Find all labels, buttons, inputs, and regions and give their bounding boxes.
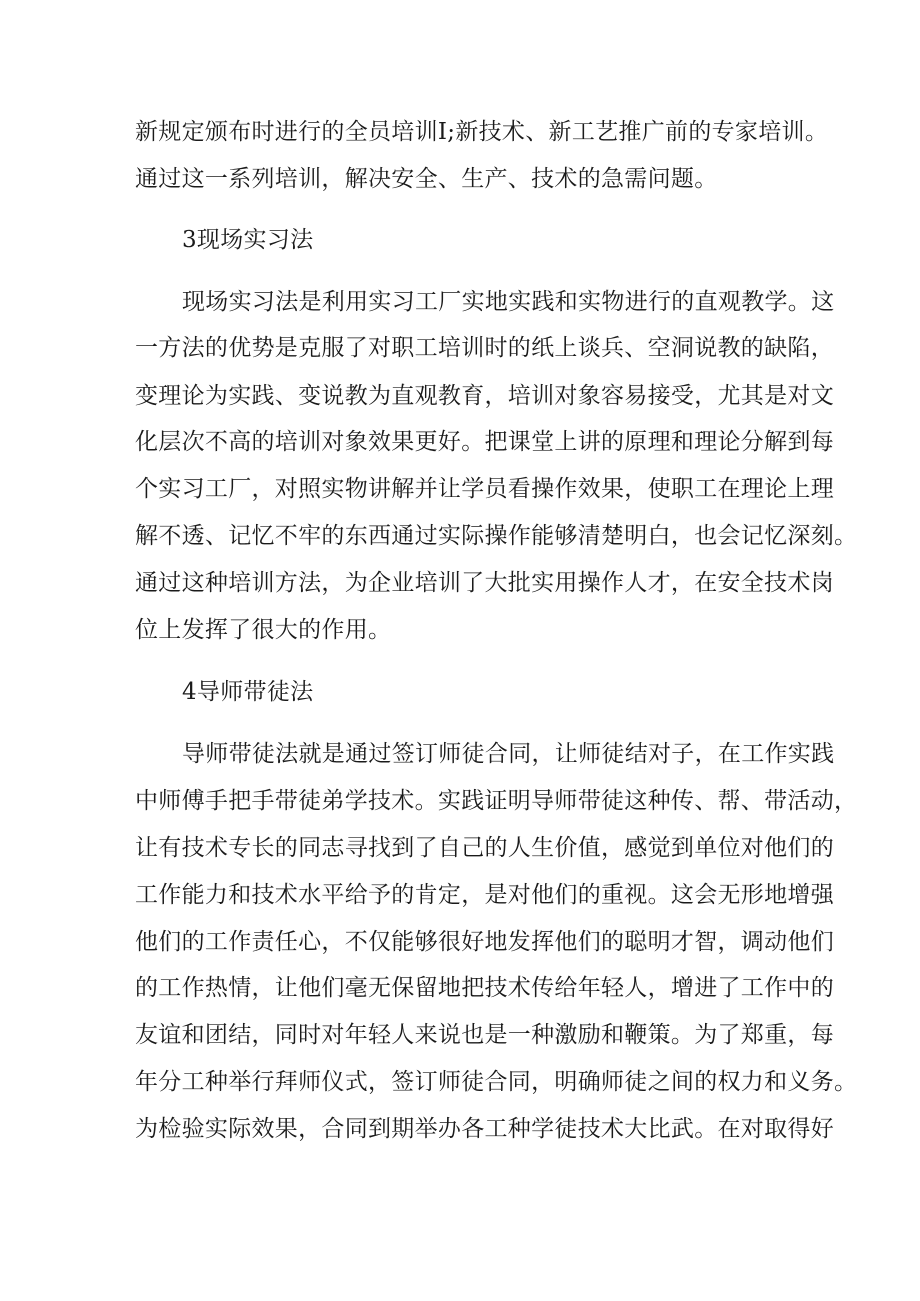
text-line: 导师带徒法就是通过签订师徒合同，让师徒结对子，在工作实践 — [182, 741, 835, 767]
text-line: 解不透、记忆不牢的东西通过实际操作能够清楚明白，也会记忆深刻。 — [135, 523, 858, 549]
text-line: 中师傅手把手带徒弟学技术。实践证明导师带徒这种传、帮、带活动， — [135, 788, 858, 814]
text-line: 个实习工厂，对照实物讲解并让学员看操作效果，使职工在理论上理 — [135, 476, 834, 502]
text-line: 年分工种举行拜师仪式，签订师徒合同，明确师徒之间的权力和义务。 — [135, 1069, 858, 1095]
text-line: 化层次不高的培训对象效果更好。把课堂上讲的原理和理论分解到每 — [135, 429, 834, 455]
text-line: 他们的工作责任心，不仅能够很好地发挥他们的聪明才智，调动他们 — [135, 929, 834, 955]
text-line: 为检验实际效果，合同到期举办各工种学徒技术大比武。在对取得好 — [135, 1116, 834, 1142]
text-line: 现场实习法是利用实习工厂实地实践和实物进行的直观教学。这 — [182, 289, 835, 315]
section-heading: 4导师带徒法 — [182, 679, 314, 705]
text-line: 一方法的优势是克服了对职工培训时的纸上谈兵、空洞说教的缺陷， — [135, 335, 834, 361]
text-line: 的工作热情，让他们毫无保留地把技术传给年轻人，增进了工作中的 — [135, 975, 834, 1001]
text-line: 通过这一系列培训，解决安全、生产、技术的急需问题。 — [135, 166, 718, 192]
text-line: 位上发挥了很大的作用。 — [135, 617, 392, 643]
section-heading: 3现场实习法 — [182, 227, 314, 253]
text-line: 变理论为实践、变说教为直观教育，培训对象容易接受，尤其是对文 — [135, 383, 834, 409]
text-line: 通过这种培训方法，为企业培训了大批实用操作人才，在安全技术岗 — [135, 570, 834, 596]
text-line: 新规定颁布时进行的全员培训Ⅰ;新技术、新工艺推广前的专家培训。 — [135, 119, 829, 145]
text-line: 让有技术专长的同志寻找到了自己的人生价值，感觉到单位对他们的 — [135, 835, 834, 861]
text-line: 友谊和团结，同时对年轻人来说也是一种激励和鞭策。为了郑重，每 — [135, 1022, 834, 1048]
text-line: 工作能力和技术水平给予的肯定，是对他们的重视。这会无形地增强 — [135, 882, 834, 908]
